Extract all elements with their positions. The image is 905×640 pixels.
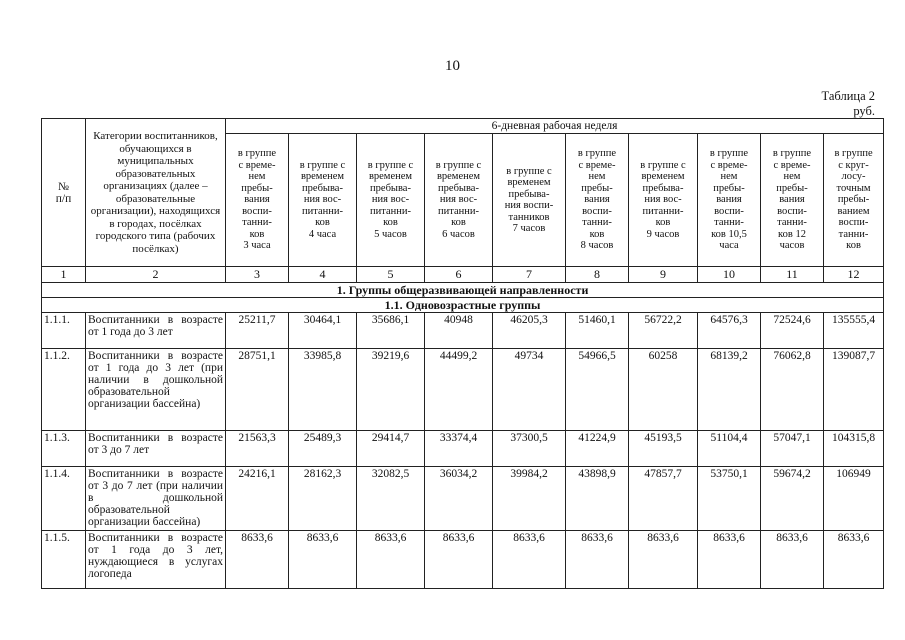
header-stay-col: в группе с временем пребыва- ния вос- питанни- ков 4 часа [289, 134, 357, 267]
header-stay-col: в группе с временем пребыва- ния вос- питанни- ков 9 часов [629, 134, 698, 267]
row-value: 40948 [425, 313, 493, 349]
page-number: 10 [445, 58, 460, 74]
header-stay-col: в группе с временем пребыва- ния вос- питанни- ков 5 часов [357, 134, 425, 267]
row-value: 139087,7 [824, 349, 884, 431]
row-value: 57047,1 [761, 431, 824, 467]
table-row [42, 467, 884, 531]
row-value: 32082,5 [357, 467, 425, 531]
row-category: Воспитанники в возрасте от 1 года до 3 лет (при наличии в дошкольной образовательной организации бассейна) [86, 349, 226, 431]
column-number: 9 [629, 267, 698, 283]
row-value: 33374,4 [425, 431, 493, 467]
row-value: 135555,4 [824, 313, 884, 349]
row-value: 68139,2 [698, 349, 761, 431]
header-stay-col: в группе с време- нем пребы- вания воспи- танни- ков 8 часов [566, 134, 629, 267]
header-week-group: 6-дневная рабочая неделя [226, 119, 884, 134]
row-value: 8633,6 [425, 531, 493, 589]
row-value: 8633,6 [698, 531, 761, 589]
row-value: 24216,1 [226, 467, 289, 531]
currency-unit: руб. [853, 104, 875, 118]
row-category: Воспитанники в возрасте от 1 года до 3 лет [86, 313, 226, 349]
row-value: 46205,3 [493, 313, 566, 349]
row-value: 28162,3 [289, 467, 357, 531]
row-value: 72524,6 [761, 313, 824, 349]
column-number: 11 [761, 267, 824, 283]
row-value: 35686,1 [357, 313, 425, 349]
row-value: 51104,4 [698, 431, 761, 467]
table-row [42, 313, 884, 349]
row-value: 49734 [493, 349, 566, 431]
column-number: 10 [698, 267, 761, 283]
column-number: 7 [493, 267, 566, 283]
row-code: 1.1.3. [42, 431, 86, 467]
row-value: 8633,6 [824, 531, 884, 589]
row-value: 29414,7 [357, 431, 425, 467]
table-title: Таблица 2 [821, 89, 875, 103]
row-value: 39219,6 [357, 349, 425, 431]
row-value: 76062,8 [761, 349, 824, 431]
row-value: 33985,8 [289, 349, 357, 431]
row-value: 25211,7 [226, 313, 289, 349]
row-value: 39984,2 [493, 467, 566, 531]
row-value: 25489,3 [289, 431, 357, 467]
row-value: 44499,2 [425, 349, 493, 431]
row-value: 8633,6 [629, 531, 698, 589]
row-value: 36034,2 [425, 467, 493, 531]
header-stay-col: в группе с временем пребыва- ния вос- питанни- ков 6 часов [425, 134, 493, 267]
row-code: 1.1.5. [42, 531, 86, 589]
table-label [822, 89, 875, 119]
row-value: 53750,1 [698, 467, 761, 531]
row-value: 51460,1 [566, 313, 629, 349]
row-category: Воспитанники в возрасте от 3 до 7 лет [86, 431, 226, 467]
row-value: 56722,2 [629, 313, 698, 349]
row-category: Воспитанники в возрасте от 3 до 7 лет (при наличии в дошкольной образовательной организации бассейна) [86, 467, 226, 531]
row-value: 64576,3 [698, 313, 761, 349]
column-number: 4 [289, 267, 357, 283]
table-row [42, 431, 884, 467]
row-value: 47857,7 [629, 467, 698, 531]
column-number: 6 [425, 267, 493, 283]
table-row [42, 349, 884, 431]
row-value: 37300,5 [493, 431, 566, 467]
tariff-table [41, 118, 884, 589]
header-row-number: № п/п [42, 119, 86, 267]
row-code: 1.1.2. [42, 349, 86, 431]
column-number: 12 [824, 267, 884, 283]
row-category: Воспитанники в возрасте от 1 года до 3 лет, нуждающиеся в услугах логопеда [86, 531, 226, 589]
row-value: 60258 [629, 349, 698, 431]
row-value: 41224,9 [566, 431, 629, 467]
column-number: 1 [42, 267, 86, 283]
row-value: 8633,6 [761, 531, 824, 589]
row-value: 8633,6 [357, 531, 425, 589]
table-row [42, 531, 884, 589]
header-stay-col: в группе с временем пребыва- ния воспи- танников 7 часов [493, 134, 566, 267]
header-category: Категории воспитанников, обучающихся в муниципальных образовательных организациях (далее – образовательные организации), находящихся в городах, посёлках городского типа (рабочих посёлках) [86, 119, 226, 267]
header-stay-col: в группе с круг- лосу- точным пребы- ванием воспи- танни- ков [824, 134, 884, 267]
header-stay-col: в группе с време- нем пребы- вания воспи- танни- ков 12 часов [761, 134, 824, 267]
column-number: 8 [566, 267, 629, 283]
row-value: 30464,1 [289, 313, 357, 349]
row-value: 45193,5 [629, 431, 698, 467]
header-stay-col: в группе с време- нем пребы- вания воспи- танни- ков 10,5 часа [698, 134, 761, 267]
row-value: 8633,6 [493, 531, 566, 589]
section-group-title: 1. Группы общеразвивающей направленности [42, 283, 884, 298]
row-value: 54966,5 [566, 349, 629, 431]
row-value: 8633,6 [226, 531, 289, 589]
section-subgroup-title: 1.1. Одновозрастные группы [42, 298, 884, 313]
column-number: 2 [86, 267, 226, 283]
row-value: 106949 [824, 467, 884, 531]
row-value: 21563,3 [226, 431, 289, 467]
row-code: 1.1.1. [42, 313, 86, 349]
column-number: 3 [226, 267, 289, 283]
row-value: 43898,9 [566, 467, 629, 531]
header-stay-col: в группе с време- нем пребы- вания воспи- танни- ков 3 часа [226, 134, 289, 267]
row-value: 8633,6 [566, 531, 629, 589]
row-code: 1.1.4. [42, 467, 86, 531]
row-value: 28751,1 [226, 349, 289, 431]
row-value: 104315,8 [824, 431, 884, 467]
row-value: 8633,6 [289, 531, 357, 589]
row-value: 59674,2 [761, 467, 824, 531]
column-number: 5 [357, 267, 425, 283]
